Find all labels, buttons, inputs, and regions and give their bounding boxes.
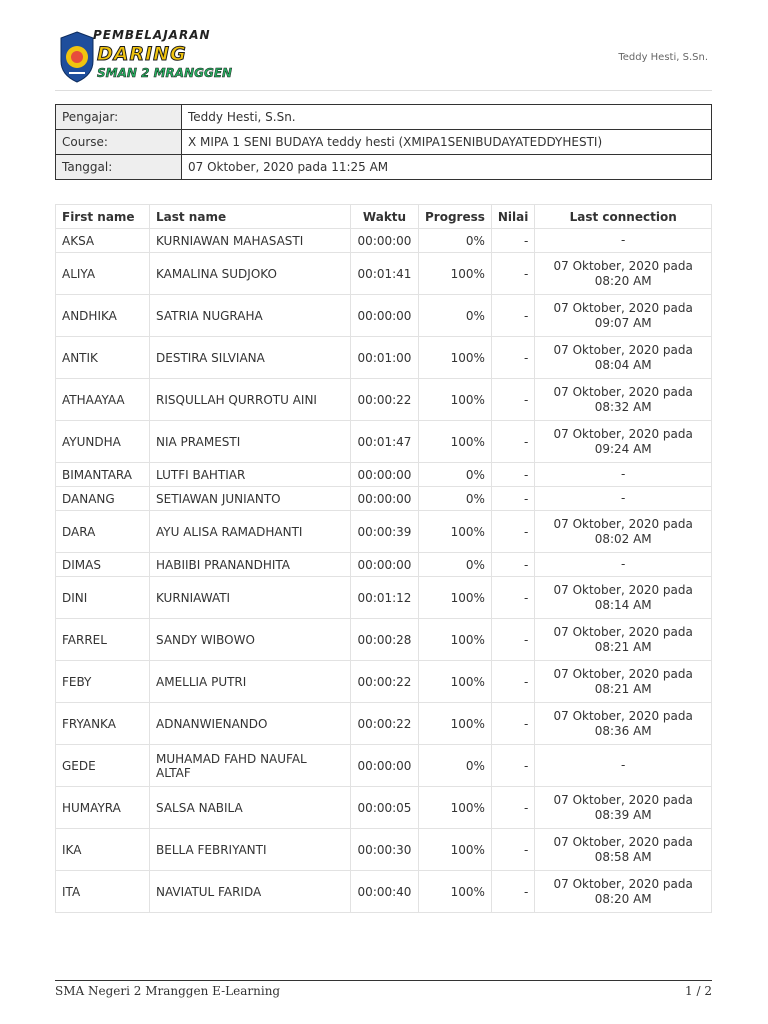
last-connection-date: 07 Oktober, 2020 pada bbox=[553, 300, 693, 315]
cell-first-name: ANDHIKA bbox=[56, 295, 150, 337]
cell-nilai: - bbox=[491, 871, 534, 913]
last-connection-date: - bbox=[621, 491, 626, 505]
cell-waktu: 00:00:40 bbox=[351, 871, 419, 913]
cell-progress: 0% bbox=[419, 463, 492, 487]
cell-nilai: - bbox=[491, 229, 534, 253]
table-header-row bbox=[56, 205, 712, 229]
cell-progress: 100% bbox=[419, 703, 492, 745]
last-connection-date: 07 Oktober, 2020 pada bbox=[553, 426, 693, 441]
cell-last-name: LUTFI BAHTIAR bbox=[150, 463, 351, 487]
table-row bbox=[56, 619, 712, 661]
page-footer bbox=[55, 980, 712, 1005]
cell-first-name: ANTIK bbox=[56, 337, 150, 379]
cell-waktu: 00:01:41 bbox=[351, 253, 419, 295]
cell-nilai: - bbox=[491, 337, 534, 379]
cell-last-connection bbox=[535, 379, 712, 421]
cell-nilai: - bbox=[491, 511, 534, 553]
cell-last-name: MUHAMAD FAHD NAUFAL ALTAF bbox=[150, 745, 351, 787]
last-connection-date: - bbox=[621, 758, 626, 772]
cell-last-connection bbox=[535, 661, 712, 703]
last-connection-time: 08:20 AM bbox=[594, 891, 652, 906]
cell-progress: 100% bbox=[419, 379, 492, 421]
cell-last-connection bbox=[535, 787, 712, 829]
last-connection-date: 07 Oktober, 2020 pada bbox=[553, 792, 693, 807]
cell-progress: 0% bbox=[419, 229, 492, 253]
cell-last-name: AMELLIA PUTRI bbox=[150, 661, 351, 703]
cell-nilai: - bbox=[491, 577, 534, 619]
cell-waktu: 00:00:00 bbox=[351, 487, 419, 511]
last-connection-time: 08:39 AM bbox=[594, 807, 652, 822]
cell-last-name: HABIIBI PRANANDHITA bbox=[150, 553, 351, 577]
cell-progress: 100% bbox=[419, 787, 492, 829]
cell-nilai: - bbox=[491, 787, 534, 829]
cell-progress: 0% bbox=[419, 745, 492, 787]
last-connection-time: 08:21 AM bbox=[594, 639, 652, 654]
table-row bbox=[56, 229, 712, 253]
info-row bbox=[56, 130, 712, 155]
table-row bbox=[56, 745, 712, 787]
cell-last-connection bbox=[535, 253, 712, 295]
last-connection-time: 08:21 AM bbox=[594, 681, 652, 696]
last-connection-time: 09:07 AM bbox=[594, 315, 652, 330]
cell-first-name: FRYANKA bbox=[56, 703, 150, 745]
cell-waktu: 00:00:00 bbox=[351, 463, 419, 487]
cell-last-connection bbox=[535, 295, 712, 337]
cell-last-connection bbox=[535, 619, 712, 661]
table-row bbox=[56, 787, 712, 829]
cell-last-name: SANDY WIBOWO bbox=[150, 619, 351, 661]
cell-nilai: - bbox=[491, 253, 534, 295]
cell-last-connection bbox=[535, 703, 712, 745]
cell-first-name: DINI bbox=[56, 577, 150, 619]
cell-nilai: - bbox=[491, 553, 534, 577]
footer-page-number: 1 / 2 bbox=[685, 984, 712, 998]
last-connection-date: 07 Oktober, 2020 pada bbox=[553, 582, 693, 597]
cell-last-connection bbox=[535, 463, 712, 487]
cell-waktu: 00:00:22 bbox=[351, 661, 419, 703]
cell-last-name: SATRIA NUGRAHA bbox=[150, 295, 351, 337]
cell-progress: 100% bbox=[419, 337, 492, 379]
last-connection-date: 07 Oktober, 2020 pada bbox=[553, 258, 693, 273]
cell-waktu: 00:00:00 bbox=[351, 229, 419, 253]
table-row bbox=[56, 295, 712, 337]
cell-progress: 0% bbox=[419, 295, 492, 337]
cell-nilai: - bbox=[491, 745, 534, 787]
info-value: Teddy Hesti, S.Sn. bbox=[182, 105, 712, 130]
cell-first-name: FARREL bbox=[56, 619, 150, 661]
cell-nilai: - bbox=[491, 295, 534, 337]
cell-waktu: 00:00:22 bbox=[351, 379, 419, 421]
last-connection-date: 07 Oktober, 2020 pada bbox=[553, 624, 693, 639]
cell-first-name: FEBY bbox=[56, 661, 150, 703]
last-connection-date: - bbox=[621, 233, 626, 247]
cell-waktu: 00:00:39 bbox=[351, 511, 419, 553]
last-connection-date: 07 Oktober, 2020 pada bbox=[553, 384, 693, 399]
school-seal-icon bbox=[59, 31, 95, 83]
cell-waktu: 00:00:00 bbox=[351, 745, 419, 787]
cell-last-connection bbox=[535, 745, 712, 787]
school-logo bbox=[55, 26, 270, 88]
column-header-progress: Progress bbox=[419, 205, 492, 229]
table-row bbox=[56, 337, 712, 379]
table-row bbox=[56, 871, 712, 913]
cell-last-connection bbox=[535, 229, 712, 253]
cell-first-name: GEDE bbox=[56, 745, 150, 787]
cell-last-connection bbox=[535, 829, 712, 871]
last-connection-date: 07 Oktober, 2020 pada bbox=[553, 876, 693, 891]
cell-last-name: BELLA FEBRIYANTI bbox=[150, 829, 351, 871]
cell-progress: 100% bbox=[419, 871, 492, 913]
last-connection-time: 08:04 AM bbox=[594, 357, 652, 372]
last-connection-date: 07 Oktober, 2020 pada bbox=[553, 516, 693, 531]
cell-waktu: 00:00:00 bbox=[351, 553, 419, 577]
cell-progress: 100% bbox=[419, 619, 492, 661]
cell-last-name: KURNIAWAN MAHASASTI bbox=[150, 229, 351, 253]
cell-first-name: HUMAYRA bbox=[56, 787, 150, 829]
cell-last-connection bbox=[535, 511, 712, 553]
cell-last-name: NAVIATUL FARIDA bbox=[150, 871, 351, 913]
info-row bbox=[56, 105, 712, 130]
last-connection-time: 09:24 AM bbox=[594, 441, 652, 456]
cell-waktu: 00:00:30 bbox=[351, 829, 419, 871]
table-row bbox=[56, 661, 712, 703]
header-divider bbox=[55, 90, 712, 91]
logo-line-1: PEMBELAJARAN bbox=[93, 28, 211, 42]
logo-line-3: SMAN 2 MRANGGEN bbox=[97, 66, 233, 80]
info-value: 07 Oktober, 2020 pada 11:25 AM bbox=[182, 155, 712, 180]
last-connection-date: 07 Oktober, 2020 pada bbox=[553, 708, 693, 723]
cell-first-name: DIMAS bbox=[56, 553, 150, 577]
cell-last-name: KURNIAWATI bbox=[150, 577, 351, 619]
cell-last-name: RISQULLAH QURROTU AINI bbox=[150, 379, 351, 421]
cell-last-name: DESTIRA SILVIANA bbox=[150, 337, 351, 379]
cell-first-name: IKA bbox=[56, 829, 150, 871]
table-row bbox=[56, 421, 712, 463]
table-row bbox=[56, 379, 712, 421]
page-header bbox=[55, 26, 712, 90]
cell-last-name: ADNANWIENANDO bbox=[150, 703, 351, 745]
cell-waktu: 00:01:47 bbox=[351, 421, 419, 463]
last-connection-date: 07 Oktober, 2020 pada bbox=[553, 666, 693, 681]
info-label: Course: bbox=[56, 130, 182, 155]
column-header-nilai: Nilai bbox=[491, 205, 534, 229]
cell-last-connection bbox=[535, 577, 712, 619]
column-header-last-name: Last name bbox=[150, 205, 351, 229]
cell-progress: 100% bbox=[419, 829, 492, 871]
last-connection-date: - bbox=[621, 467, 626, 481]
table-row bbox=[56, 511, 712, 553]
cell-waktu: 00:00:05 bbox=[351, 787, 419, 829]
cell-first-name: BIMANTARA bbox=[56, 463, 150, 487]
cell-progress: 0% bbox=[419, 553, 492, 577]
cell-progress: 100% bbox=[419, 511, 492, 553]
cell-waktu: 00:01:00 bbox=[351, 337, 419, 379]
cell-progress: 100% bbox=[419, 577, 492, 619]
table-row bbox=[56, 577, 712, 619]
header-teacher-name: Teddy Hesti, S.Sn. bbox=[618, 52, 708, 63]
cell-first-name: ITA bbox=[56, 871, 150, 913]
last-connection-time: 08:58 AM bbox=[594, 849, 652, 864]
cell-last-connection bbox=[535, 553, 712, 577]
last-connection-time: 08:20 AM bbox=[594, 273, 652, 288]
cell-last-connection bbox=[535, 337, 712, 379]
logo-line-2: DARING bbox=[97, 43, 187, 65]
table-row bbox=[56, 463, 712, 487]
cell-last-name: AYU ALISA RAMADHANTI bbox=[150, 511, 351, 553]
column-header-first-name: First name bbox=[56, 205, 150, 229]
cell-nilai: - bbox=[491, 829, 534, 871]
info-label: Pengajar: bbox=[56, 105, 182, 130]
cell-progress: 0% bbox=[419, 487, 492, 511]
cell-first-name: ATHAAYAA bbox=[56, 379, 150, 421]
last-connection-time: 08:32 AM bbox=[594, 399, 652, 414]
column-header-waktu: Waktu bbox=[351, 205, 419, 229]
cell-first-name: ALIYA bbox=[56, 253, 150, 295]
cell-nilai: - bbox=[491, 421, 534, 463]
cell-first-name: DANANG bbox=[56, 487, 150, 511]
table-row bbox=[56, 487, 712, 511]
cell-first-name: DARA bbox=[56, 511, 150, 553]
cell-last-name: SALSA NABILA bbox=[150, 787, 351, 829]
cell-progress: 100% bbox=[419, 661, 492, 703]
cell-nilai: - bbox=[491, 703, 534, 745]
cell-nilai: - bbox=[491, 379, 534, 421]
cell-waktu: 00:00:28 bbox=[351, 619, 419, 661]
cell-first-name: AKSA bbox=[56, 229, 150, 253]
student-report-table bbox=[55, 204, 712, 913]
table-row bbox=[56, 253, 712, 295]
cell-nilai: - bbox=[491, 619, 534, 661]
cell-nilai: - bbox=[491, 463, 534, 487]
cell-last-connection bbox=[535, 871, 712, 913]
column-header-last-connection: Last connection bbox=[535, 205, 712, 229]
cell-last-name: KAMALINA SUDJOKO bbox=[150, 253, 351, 295]
cell-progress: 100% bbox=[419, 421, 492, 463]
table-row bbox=[56, 553, 712, 577]
cell-waktu: 00:01:12 bbox=[351, 577, 419, 619]
table-row bbox=[56, 703, 712, 745]
last-connection-time: 08:14 AM bbox=[594, 597, 652, 612]
table-row bbox=[56, 829, 712, 871]
cell-waktu: 00:00:22 bbox=[351, 703, 419, 745]
course-info-table bbox=[55, 104, 712, 180]
cell-last-name: NIA PRAMESTI bbox=[150, 421, 351, 463]
info-row bbox=[56, 155, 712, 180]
info-label: Tanggal: bbox=[56, 155, 182, 180]
cell-nilai: - bbox=[491, 661, 534, 703]
cell-nilai: - bbox=[491, 487, 534, 511]
info-value: X MIPA 1 SENI BUDAYA teddy hesti (XMIPA1SENIBUDAYATEDDYHESTI) bbox=[182, 130, 712, 155]
cell-waktu: 00:00:00 bbox=[351, 295, 419, 337]
last-connection-date: - bbox=[621, 557, 626, 571]
cell-last-connection bbox=[535, 421, 712, 463]
cell-progress: 100% bbox=[419, 253, 492, 295]
last-connection-time: 08:02 AM bbox=[594, 531, 652, 546]
cell-first-name: AYUNDHA bbox=[56, 421, 150, 463]
last-connection-time: 08:36 AM bbox=[594, 723, 652, 738]
last-connection-date: 07 Oktober, 2020 pada bbox=[553, 342, 693, 357]
cell-last-name: SETIAWAN JUNIANTO bbox=[150, 487, 351, 511]
last-connection-date: 07 Oktober, 2020 pada bbox=[553, 834, 693, 849]
footer-site-name: SMA Negeri 2 Mranggen E-Learning bbox=[55, 984, 281, 998]
cell-last-connection bbox=[535, 487, 712, 511]
